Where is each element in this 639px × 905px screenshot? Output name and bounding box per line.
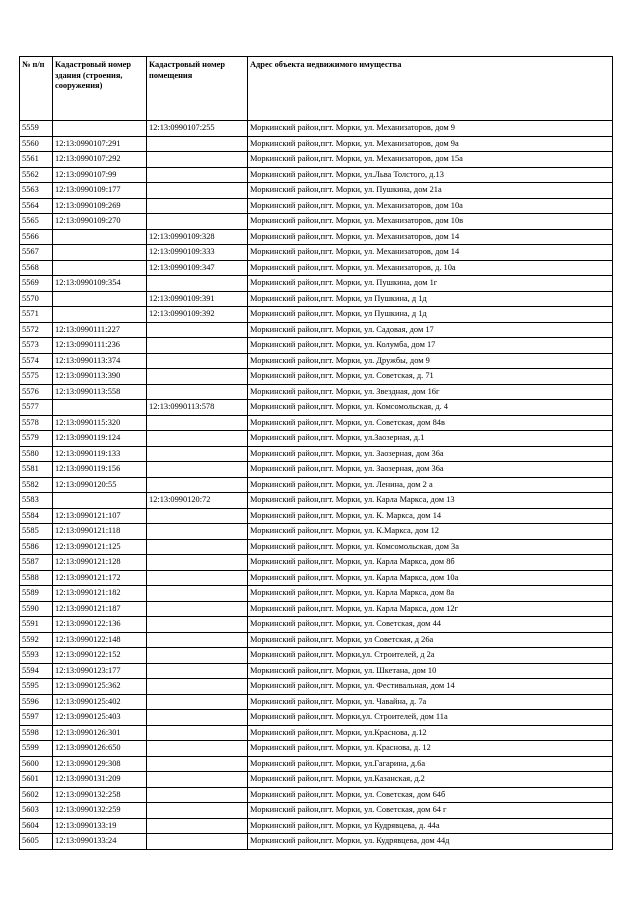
cell-property-address: Моркинский район,пгт. Морки, ул. К.Маркса, дом 12 — [248, 524, 613, 540]
cell-row-number: 5586 — [20, 539, 53, 555]
table-row — [20, 415, 613, 431]
cell-row-number: 5593 — [20, 648, 53, 664]
cell-row-number: 5577 — [20, 400, 53, 416]
cell-building-cadastral-number: 12:13:0990120:55 — [53, 477, 147, 493]
cell-premises-cadastral-number — [147, 524, 248, 540]
table-row — [20, 725, 613, 741]
cell-premises-cadastral-number — [147, 834, 248, 850]
cell-property-address: Моркинский район,пгт. Морки, ул. Механизаторов, дом 9а — [248, 136, 613, 152]
table-row — [20, 121, 613, 137]
cell-premises-cadastral-number: 12:13:0990107:255 — [147, 121, 248, 137]
cell-property-address: Моркинский район,пгт. Морки, ул Советская, д 26а — [248, 632, 613, 648]
table-row — [20, 291, 613, 307]
cell-property-address: Моркинский район,пгт. Морки, ул Пушкина, д 1д — [248, 291, 613, 307]
cell-row-number: 5567 — [20, 245, 53, 261]
cell-building-cadastral-number: 12:13:0990132:258 — [53, 787, 147, 803]
cell-property-address: Моркинский район,пгт. Морки, ул. Механизаторов, дом 14 — [248, 245, 613, 261]
cell-premises-cadastral-number: 12:13:0990109:333 — [147, 245, 248, 261]
cell-building-cadastral-number: 12:13:0990109:270 — [53, 214, 147, 230]
cell-premises-cadastral-number — [147, 415, 248, 431]
table-row — [20, 307, 613, 323]
cell-row-number: 5561 — [20, 152, 53, 168]
cell-row-number: 5585 — [20, 524, 53, 540]
header-building-cadastral-number: Кадастровый номер здания (строения, сооружения) — [53, 57, 147, 121]
cell-building-cadastral-number: 12:13:0990123:177 — [53, 663, 147, 679]
cell-row-number: 5595 — [20, 679, 53, 695]
cell-row-number: 5597 — [20, 710, 53, 726]
cell-premises-cadastral-number — [147, 632, 248, 648]
cell-premises-cadastral-number — [147, 446, 248, 462]
table-row — [20, 477, 613, 493]
cell-row-number: 5588 — [20, 570, 53, 586]
cell-building-cadastral-number: 12:13:0990122:136 — [53, 617, 147, 633]
table-row — [20, 431, 613, 447]
cell-premises-cadastral-number — [147, 617, 248, 633]
cell-property-address: Моркинский район,пгт. Морки, ул. Колумба, дом 17 — [248, 338, 613, 354]
cell-building-cadastral-number: 12:13:0990111:236 — [53, 338, 147, 354]
cell-premises-cadastral-number — [147, 214, 248, 230]
table-row — [20, 539, 613, 555]
cell-premises-cadastral-number — [147, 353, 248, 369]
cell-premises-cadastral-number — [147, 601, 248, 617]
table-row — [20, 555, 613, 571]
cell-property-address: Моркинский район,пгт. Морки, ул. Карла Маркса, дом 8б — [248, 555, 613, 571]
table-row — [20, 508, 613, 524]
cell-property-address: Моркинский район,пгт. Морки, ул. Садовая, дом 17 — [248, 322, 613, 338]
table-row — [20, 648, 613, 664]
table-row — [20, 353, 613, 369]
cell-building-cadastral-number: 12:13:0990109:269 — [53, 198, 147, 214]
table-row — [20, 400, 613, 416]
cell-premises-cadastral-number — [147, 694, 248, 710]
cell-building-cadastral-number: 12:13:0990132:259 — [53, 803, 147, 819]
cell-row-number: 5602 — [20, 787, 53, 803]
cell-building-cadastral-number: 12:13:0990113:374 — [53, 353, 147, 369]
cell-property-address: Моркинский район,пгт. Морки, ул. Карла Маркса, дом 10а — [248, 570, 613, 586]
cell-row-number: 5560 — [20, 136, 53, 152]
header-property-address: Адрес объекта недвижимого имущества — [248, 57, 613, 121]
cell-row-number: 5603 — [20, 803, 53, 819]
cell-premises-cadastral-number — [147, 431, 248, 447]
cell-building-cadastral-number: 12:13:0990107:291 — [53, 136, 147, 152]
cell-row-number: 5576 — [20, 384, 53, 400]
cell-building-cadastral-number: 12:13:0990125:362 — [53, 679, 147, 695]
cell-premises-cadastral-number — [147, 384, 248, 400]
cell-building-cadastral-number: 12:13:0990107:99 — [53, 167, 147, 183]
cell-row-number: 5596 — [20, 694, 53, 710]
cell-row-number: 5580 — [20, 446, 53, 462]
table-row — [20, 772, 613, 788]
cell-property-address: Моркинский район,пгт. Морки, ул. Комсомольская, д. 4 — [248, 400, 613, 416]
cell-building-cadastral-number: 12:13:0990129:308 — [53, 756, 147, 772]
cell-property-address: Моркинский район,пгт. Морки, ул. Советская, дом 84в — [248, 415, 613, 431]
cell-row-number: 5601 — [20, 772, 53, 788]
cell-building-cadastral-number: 12:13:0990121:128 — [53, 555, 147, 571]
cell-row-number: 5590 — [20, 601, 53, 617]
cell-property-address: Моркинский район,пгт. Морки, ул.Казанская, д.2 — [248, 772, 613, 788]
cell-building-cadastral-number: 12:13:0990121:107 — [53, 508, 147, 524]
cell-building-cadastral-number: 12:13:0990133:19 — [53, 818, 147, 834]
table-row — [20, 384, 613, 400]
cell-premises-cadastral-number: 12:13:0990109:347 — [147, 260, 248, 276]
cell-premises-cadastral-number — [147, 152, 248, 168]
cell-property-address: Моркинский район,пгт. Морки, ул. Механизаторов, дом 10в — [248, 214, 613, 230]
table-row — [20, 632, 613, 648]
cell-premises-cadastral-number — [147, 679, 248, 695]
real-estate-table — [19, 56, 613, 850]
cell-premises-cadastral-number — [147, 555, 248, 571]
cell-building-cadastral-number: 12:13:0990119:133 — [53, 446, 147, 462]
cell-premises-cadastral-number — [147, 818, 248, 834]
cell-property-address: Моркинский район,пгт. Морки, ул. Дружбы, дом 9 — [248, 353, 613, 369]
cell-row-number: 5582 — [20, 477, 53, 493]
cell-building-cadastral-number: 12:13:0990122:148 — [53, 632, 147, 648]
cell-building-cadastral-number: 12:13:0990125:402 — [53, 694, 147, 710]
table-row — [20, 818, 613, 834]
cell-building-cadastral-number: 12:13:0990126:301 — [53, 725, 147, 741]
cell-row-number: 5569 — [20, 276, 53, 292]
cell-premises-cadastral-number — [147, 462, 248, 478]
cell-row-number: 5566 — [20, 229, 53, 245]
cell-premises-cadastral-number — [147, 756, 248, 772]
table-row — [20, 214, 613, 230]
cell-property-address: Моркинский район,пгт. Морки, ул. Комсомольская, дом 3а — [248, 539, 613, 555]
cell-premises-cadastral-number: 12:13:0990109:328 — [147, 229, 248, 245]
cell-property-address: Моркинский район,пгт. Морки, ул.Заозерная, д.1 — [248, 431, 613, 447]
header-premises-cadastral-number: Кадастровый номер помещения — [147, 57, 248, 121]
cell-property-address: Моркинский район,пгт. Морки, ул. Карла Маркса, дом 13 — [248, 493, 613, 509]
cell-building-cadastral-number: 12:13:0990126:650 — [53, 741, 147, 757]
cell-premises-cadastral-number — [147, 322, 248, 338]
cell-property-address: Моркинский район,пгт. Морки, ул. Советская, дом 44 — [248, 617, 613, 633]
table-row — [20, 570, 613, 586]
cell-premises-cadastral-number — [147, 539, 248, 555]
cell-property-address: Моркинский район,пгт. Морки, ул. Карла Маркса, дом 8а — [248, 586, 613, 602]
cell-row-number: 5563 — [20, 183, 53, 199]
table-row — [20, 136, 613, 152]
cell-row-number: 5578 — [20, 415, 53, 431]
cell-building-cadastral-number: 12:13:0990121:125 — [53, 539, 147, 555]
table-row — [20, 601, 613, 617]
cell-row-number: 5574 — [20, 353, 53, 369]
cell-premises-cadastral-number — [147, 477, 248, 493]
table-header — [20, 57, 613, 121]
cell-property-address: Моркинский район,пгт. Морки, ул. Заозерная, дом 36а — [248, 446, 613, 462]
cell-row-number: 5579 — [20, 431, 53, 447]
cell-premises-cadastral-number — [147, 663, 248, 679]
table-row — [20, 834, 613, 850]
cell-building-cadastral-number: 12:13:0990109:354 — [53, 276, 147, 292]
cell-row-number: 5570 — [20, 291, 53, 307]
cell-premises-cadastral-number — [147, 710, 248, 726]
cell-premises-cadastral-number — [147, 198, 248, 214]
cell-property-address: Моркинский район,пгт. Морки, ул Кудрявцева, д. 44а — [248, 818, 613, 834]
cell-row-number: 5581 — [20, 462, 53, 478]
cell-property-address: Моркинский район,пгт. Морки, ул. Механизаторов, дом 15а — [248, 152, 613, 168]
cell-row-number: 5559 — [20, 121, 53, 137]
cell-building-cadastral-number: 12:13:0990133:24 — [53, 834, 147, 850]
table-row — [20, 167, 613, 183]
cell-property-address: Моркинский район,пгт. Морки, ул. Заозерная, дом 36а — [248, 462, 613, 478]
cell-premises-cadastral-number — [147, 338, 248, 354]
cell-property-address: Моркинский район,пгт. Морки, ул. Механизаторов, д. 10а — [248, 260, 613, 276]
table-row — [20, 787, 613, 803]
cell-row-number: 5604 — [20, 818, 53, 834]
cell-building-cadastral-number — [53, 307, 147, 323]
cell-property-address: Моркинский район,пгт. Морки, ул. Пушкина, дом 1г — [248, 276, 613, 292]
table-row — [20, 493, 613, 509]
header-row-number: № п/п — [20, 57, 53, 121]
header-row — [20, 57, 613, 121]
table-row — [20, 260, 613, 276]
cell-building-cadastral-number: 12:13:0990111:227 — [53, 322, 147, 338]
table-row — [20, 338, 613, 354]
cell-premises-cadastral-number: 12:13:0990120:72 — [147, 493, 248, 509]
cell-building-cadastral-number: 12:13:0990113:390 — [53, 369, 147, 385]
cell-building-cadastral-number: 12:13:0990121:118 — [53, 524, 147, 540]
cell-property-address: Моркинский район,пгт. Морки,ул. Строителей, д 2а — [248, 648, 613, 664]
document-page — [19, 56, 613, 850]
cell-property-address: Моркинский район,пгт. Морки, ул.Краснова, д.12 — [248, 725, 613, 741]
table-row — [20, 462, 613, 478]
cell-premises-cadastral-number — [147, 772, 248, 788]
cell-building-cadastral-number — [53, 121, 147, 137]
cell-property-address: Моркинский район,пгт. Морки, ул. Кудрявцева, дом 44д — [248, 834, 613, 850]
cell-building-cadastral-number — [53, 400, 147, 416]
cell-building-cadastral-number — [53, 229, 147, 245]
cell-row-number: 5565 — [20, 214, 53, 230]
cell-premises-cadastral-number — [147, 183, 248, 199]
cell-row-number: 5571 — [20, 307, 53, 323]
table-body — [20, 121, 613, 850]
cell-row-number: 5572 — [20, 322, 53, 338]
cell-row-number: 5562 — [20, 167, 53, 183]
cell-row-number: 5583 — [20, 493, 53, 509]
cell-property-address: Моркинский район,пгт. Морки, ул.Гагарина, д.6а — [248, 756, 613, 772]
cell-property-address: Моркинский район,пгт. Морки, ул. Советская, д. 71 — [248, 369, 613, 385]
cell-property-address: Моркинский район,пгт. Морки, ул. Советская, дом 64б — [248, 787, 613, 803]
table-row — [20, 229, 613, 245]
cell-property-address: Моркинский район,пгт. Морки, ул. Ленина, дом 2 а — [248, 477, 613, 493]
cell-premises-cadastral-number — [147, 741, 248, 757]
table-row — [20, 369, 613, 385]
cell-row-number: 5594 — [20, 663, 53, 679]
cell-row-number: 5587 — [20, 555, 53, 571]
cell-premises-cadastral-number — [147, 570, 248, 586]
cell-property-address: Моркинский район,пгт. Морки, ул. Шкетана, дом 10 — [248, 663, 613, 679]
cell-row-number: 5589 — [20, 586, 53, 602]
table-row — [20, 756, 613, 772]
cell-building-cadastral-number: 12:13:0990119:156 — [53, 462, 147, 478]
cell-property-address: Моркинский район,пгт. Морки, ул. Звездная, дом 16г — [248, 384, 613, 400]
cell-premises-cadastral-number: 12:13:0990109:392 — [147, 307, 248, 323]
cell-building-cadastral-number: 12:13:0990113:558 — [53, 384, 147, 400]
cell-property-address: Моркинский район,пгт. Морки, ул. Чавайна, д. 7а — [248, 694, 613, 710]
cell-row-number: 5591 — [20, 617, 53, 633]
cell-building-cadastral-number — [53, 260, 147, 276]
cell-property-address: Моркинский район,пгт. Морки, ул Пушкина, д 1д — [248, 307, 613, 323]
table-row — [20, 803, 613, 819]
table-row — [20, 446, 613, 462]
cell-row-number: 5605 — [20, 834, 53, 850]
table-row — [20, 183, 613, 199]
cell-building-cadastral-number: 12:13:0990121:172 — [53, 570, 147, 586]
table-row — [20, 586, 613, 602]
table-row — [20, 741, 613, 757]
cell-row-number: 5568 — [20, 260, 53, 276]
cell-row-number: 5600 — [20, 756, 53, 772]
table-row — [20, 617, 613, 633]
cell-building-cadastral-number — [53, 245, 147, 261]
cell-premises-cadastral-number: 12:13:0990109:391 — [147, 291, 248, 307]
cell-premises-cadastral-number — [147, 276, 248, 292]
cell-row-number: 5584 — [20, 508, 53, 524]
cell-premises-cadastral-number: 12:13:0990113:578 — [147, 400, 248, 416]
cell-property-address: Моркинский район,пгт. Морки, ул. Краснова, д. 12 — [248, 741, 613, 757]
cell-property-address: Моркинский район,пгт. Морки, ул. Механизаторов, дом 14 — [248, 229, 613, 245]
table-row — [20, 663, 613, 679]
cell-building-cadastral-number: 12:13:0990121:187 — [53, 601, 147, 617]
cell-building-cadastral-number: 12:13:0990121:182 — [53, 586, 147, 602]
cell-row-number: 5573 — [20, 338, 53, 354]
table-row — [20, 198, 613, 214]
cell-building-cadastral-number — [53, 291, 147, 307]
table-row — [20, 710, 613, 726]
cell-premises-cadastral-number — [147, 167, 248, 183]
cell-property-address: Моркинский район,пгт. Морки, ул.Льва Толстого, д.13 — [248, 167, 613, 183]
cell-building-cadastral-number: 12:13:0990122:152 — [53, 648, 147, 664]
cell-building-cadastral-number: 12:13:0990109:177 — [53, 183, 147, 199]
cell-property-address: Моркинский район,пгт. Морки, ул. Пушкина, дом 21а — [248, 183, 613, 199]
table-row — [20, 245, 613, 261]
table-row — [20, 276, 613, 292]
cell-row-number: 5592 — [20, 632, 53, 648]
cell-premises-cadastral-number — [147, 787, 248, 803]
cell-property-address: Моркинский район,пгт. Морки, ул. К. Маркса, дом 14 — [248, 508, 613, 524]
cell-row-number: 5564 — [20, 198, 53, 214]
cell-row-number: 5599 — [20, 741, 53, 757]
cell-property-address: Моркинский район,пгт. Морки, ул. Механизаторов, дом 9 — [248, 121, 613, 137]
cell-building-cadastral-number: 12:13:0990131:209 — [53, 772, 147, 788]
cell-premises-cadastral-number — [147, 725, 248, 741]
cell-property-address: Моркинский район,пгт. Морки,ул. Строителей, дом 11а — [248, 710, 613, 726]
cell-premises-cadastral-number — [147, 508, 248, 524]
cell-property-address: Моркинский район,пгт. Морки, ул. Советская, дом 64 г — [248, 803, 613, 819]
table-row — [20, 679, 613, 695]
cell-row-number: 5575 — [20, 369, 53, 385]
cell-premises-cadastral-number — [147, 586, 248, 602]
cell-building-cadastral-number: 12:13:0990115:320 — [53, 415, 147, 431]
cell-building-cadastral-number: 12:13:0990119:124 — [53, 431, 147, 447]
cell-property-address: Моркинский район,пгт. Морки, ул. Карла Маркса, дом 12г — [248, 601, 613, 617]
cell-building-cadastral-number: 12:13:0990107:292 — [53, 152, 147, 168]
table-row — [20, 694, 613, 710]
cell-premises-cadastral-number — [147, 136, 248, 152]
table-row — [20, 524, 613, 540]
cell-building-cadastral-number — [53, 493, 147, 509]
table-row — [20, 152, 613, 168]
cell-property-address: Моркинский район,пгт. Морки, ул. Механизаторов, дом 10а — [248, 198, 613, 214]
cell-premises-cadastral-number — [147, 803, 248, 819]
cell-property-address: Моркинский район,пгт. Морки, ул. Фестивальная, дом 14 — [248, 679, 613, 695]
cell-building-cadastral-number: 12:13:0990125:403 — [53, 710, 147, 726]
cell-premises-cadastral-number — [147, 369, 248, 385]
cell-row-number: 5598 — [20, 725, 53, 741]
cell-premises-cadastral-number — [147, 648, 248, 664]
table-row — [20, 322, 613, 338]
